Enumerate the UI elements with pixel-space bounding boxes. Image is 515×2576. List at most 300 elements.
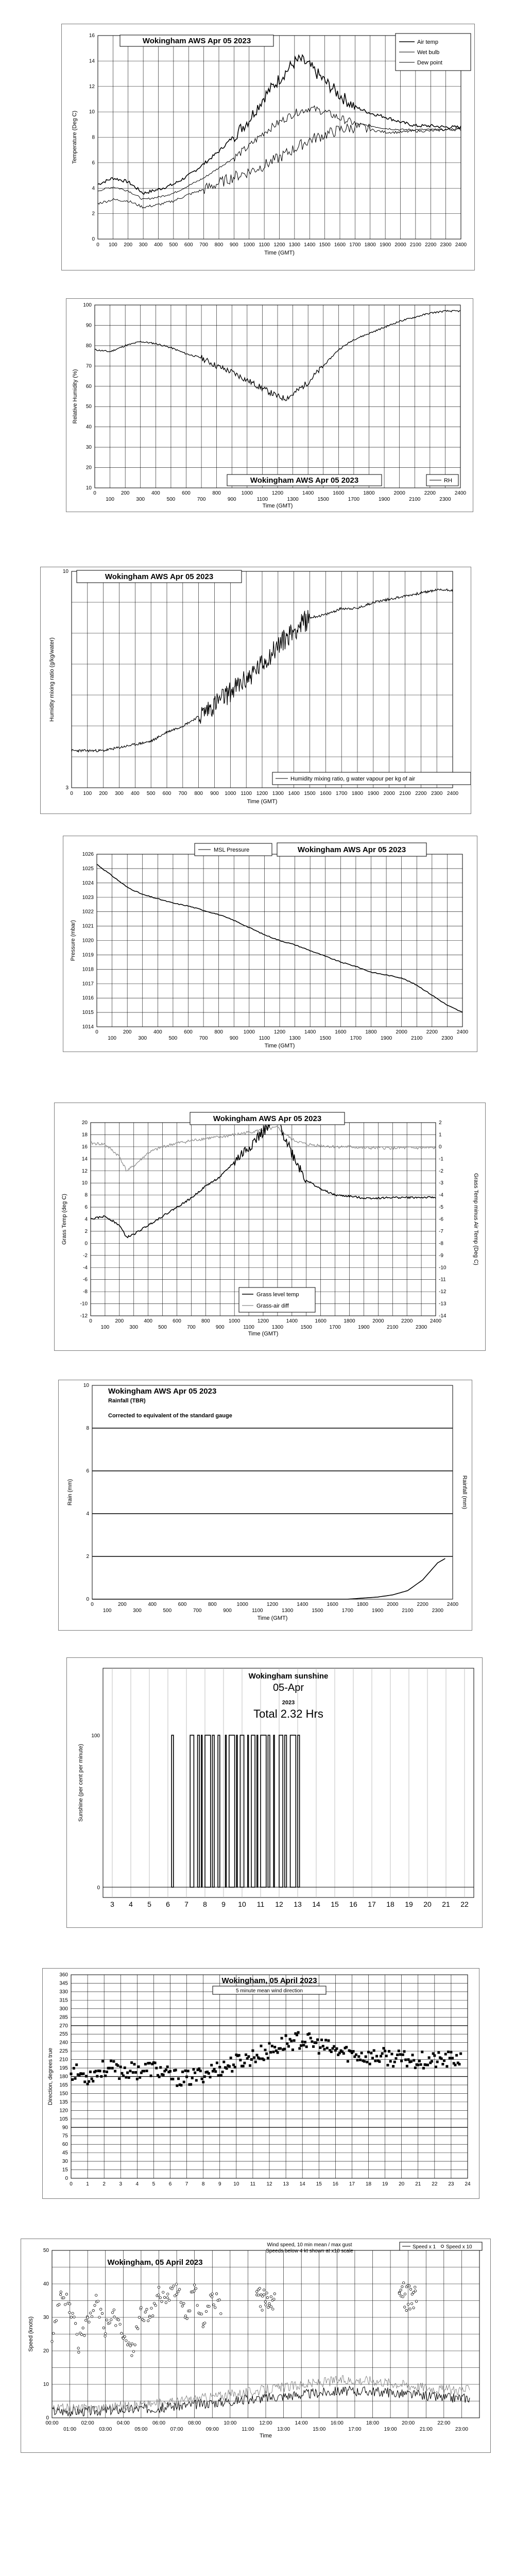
x-tick-label: 600 [182,490,191,496]
direction-point [74,2077,77,2080]
legend-entry: Speed x 10 [446,2244,472,2250]
direction-point [355,2054,357,2056]
direction-point [417,2063,419,2066]
speed-x10-point [259,2306,261,2308]
x-tick-label: 11 [250,2181,256,2187]
speed-x10-point [409,2288,411,2290]
x-tick-label: 2000 [396,1029,407,1035]
x-tick-label: 14:00 [295,2420,308,2426]
x-tick-label: 0 [89,1318,92,1324]
x-tick-label: 500 [168,1036,178,1041]
x-tick-label: 1700 [336,791,348,796]
direction-point [336,2047,338,2050]
speed-x10-point [202,2326,204,2328]
x-tick-label: 04:00 [116,2420,130,2426]
direction-point [298,2047,301,2049]
x-axis-label: Time (GMT) [257,1615,288,1621]
x-tick-label: 0 [91,1602,94,1607]
y-tick-label: 60 [85,383,92,389]
direction-point [133,2063,135,2065]
y-axis-label: Pressure (mbar) [70,920,76,961]
speed-x10-point [90,2312,92,2314]
x-tick-label: 5 [147,1900,151,1908]
direction-point [249,2064,251,2067]
y-tick-label: -2 [83,1252,88,1259]
speed-x10-point [272,2308,274,2310]
speed-x10-point [70,2316,72,2318]
speed-x10-point [166,2297,168,2299]
y-tick-label: 1020 [82,938,94,944]
direction-point [150,2075,152,2077]
wind-speed-chart [21,2239,490,2452]
humidity-chart-panel [66,298,473,512]
x-tick-label: 7 [185,2181,188,2187]
y-tick-label: 1024 [82,880,94,886]
x-tick-label: 200 [115,1318,124,1324]
y-tick-label: -7 [439,1228,443,1234]
speed-x10-point [268,2302,270,2304]
speed-x10-point [193,2284,195,2286]
x-tick-label: 1200 [273,242,285,248]
speed-x10-point [408,2285,410,2287]
direction-point [374,2060,376,2062]
speed-x10-point [117,2319,119,2321]
y-tick-label: 3 [65,785,68,791]
x-tick-label: 1400 [302,490,314,496]
direction-point [203,2075,206,2078]
direction-point [402,2054,404,2056]
x-tick-label: 700 [197,497,206,502]
y-tick-label: 240 [59,2040,68,2046]
y-tick-label: 30 [43,2315,49,2320]
x-tick-label: 01:00 [63,2427,77,2432]
direction-point [148,2062,151,2064]
y-tick-label: -6 [83,1277,88,1283]
direction-point [342,2052,345,2055]
direction-point [357,2055,360,2058]
direction-point [260,2045,262,2047]
y-tick-label: 4 [84,1216,88,1223]
direction-point [92,2080,94,2082]
direction-point [381,2052,384,2055]
x-tick-label: 300 [138,1036,147,1041]
speed-x10-point [205,2310,207,2312]
speed-x10-point [111,2312,113,2314]
speed-x10-point [208,2305,210,2307]
speed-x10-point [144,2311,146,2313]
y-tick-label: 20 [85,465,92,471]
y-axis-label: Direction, degrees true [47,2047,54,2106]
speed-x10-point [270,2306,272,2308]
direction-point [378,2060,381,2063]
chart-title: Wokingham AWS Apr 05 2023 [105,572,214,581]
x-tick-label: 900 [227,497,236,502]
direction-point [139,2076,141,2079]
y-tick-label: 80 [85,343,92,349]
speed-x10-point [147,2319,149,2321]
y-tick-label: 180 [59,2074,68,2080]
x-tick-label: 12:00 [259,2420,272,2426]
x-tick-label: 700 [187,1325,196,1330]
temperature-chart-panel [61,24,475,270]
x-tick-label: 1100 [243,1325,254,1330]
direction-point [118,2077,121,2080]
y-tick-label: 1017 [82,981,94,987]
y-tick-label: 6 [86,1468,89,1474]
speed-x10-point [211,2296,213,2298]
y-tick-label: 1023 [82,894,94,901]
direction-point [124,2066,126,2069]
x-tick-label: 1800 [365,1029,377,1035]
y-tick-label: 315 [59,1997,68,2004]
direction-point [271,2045,273,2047]
speed-x10-point [204,2322,206,2324]
direction-point [386,2064,389,2066]
direction-point [104,2075,107,2077]
direction-point [414,2066,417,2069]
chart-subtitle: 5 minute mean wind direction [235,1988,303,1994]
speed-x10-point [163,2296,165,2298]
direction-point [165,2069,167,2071]
speed-x10-point [110,2318,112,2320]
y-tick-label: 10 [81,1180,88,1187]
x-tick-label: 1300 [289,1036,301,1041]
direction-point [232,2063,235,2066]
y-tick-label: 12 [81,1168,88,1174]
speed-x10-point [94,2304,96,2307]
speed-x10-point [138,2316,140,2318]
wind-direction-chart-panel [42,1968,479,2199]
y-tick-label: 0 [97,1885,100,1891]
direction-point [253,2056,255,2059]
x-tick-label: 1200 [256,791,268,796]
speed-x10-point [74,2323,76,2325]
direction-point [433,2054,436,2057]
x-tick-label: 1500 [319,1036,331,1041]
speed-x10-point [220,2313,222,2315]
direction-point [367,2051,370,2054]
legend-entry: RH [444,478,452,484]
direction-point [213,2068,216,2071]
y-tick-label: 10 [89,109,95,115]
y-tick-label: 10 [85,485,92,491]
x-tick-label: 2200 [425,242,437,248]
chart-title: Wokingham, 05 April 2023 [221,1976,317,1985]
pressure-chart [63,836,477,1052]
x-tick-label: 700 [193,1608,202,1614]
speed-x10-point [154,2304,157,2307]
y-axis-label: Grass Temp (deg C) [61,1194,67,1245]
speed-x10-point [401,2285,403,2287]
direction-point [146,2070,148,2072]
speed-x10-point [119,2323,121,2325]
x-tick-label: 2100 [409,497,421,502]
direction-point [356,2059,359,2061]
direction-point [155,2067,158,2070]
x-tick-label: 1700 [341,1608,353,1614]
x-tick-label: 300 [133,1608,142,1614]
legend-swatch [441,2245,444,2248]
x-tick-label: 2200 [417,1602,428,1607]
chart-subtitle: Wind speed, 10 min mean / max gust [267,2242,352,2248]
direction-point [360,2052,363,2054]
chart-title: Wokingham AWS Apr 05 2023 [142,37,251,45]
direction-point [445,2065,448,2067]
rainfall-chart-panel [58,1380,472,1631]
y-tick-label: 10 [83,1383,89,1388]
wind-direction-chart [43,1969,479,2198]
x-axis-label: Time (GMT) [247,799,278,805]
speed-x10-point [218,2299,220,2301]
x-tick-label: 1400 [297,1602,308,1607]
speed-x10-point [404,2306,406,2308]
speed-x10-point [181,2305,183,2307]
speed-x10-point [211,2293,213,2295]
direction-point [112,2060,115,2063]
direction-point [413,2059,415,2062]
direction-point [352,2050,355,2053]
y-tick-label: 2 [84,1228,88,1234]
direction-point [180,2084,182,2087]
y-tick-label: 0 [86,1597,89,1602]
x-tick-label: 22 [460,1900,469,1908]
direction-point [426,2064,429,2066]
speed-x10-point [404,2293,406,2295]
x-tick-label: 300 [115,791,124,796]
x-tick-label: 16 [332,2181,338,2187]
y-tick-label: 8 [84,1192,88,1198]
chart-year: 2023 [282,1700,295,1706]
x-tick-label: 19 [382,2181,388,2187]
x-tick-label: 2000 [383,791,395,796]
x-tick-label: 2100 [387,1325,399,1330]
y-tick-label: 285 [59,2014,68,2021]
direction-point [363,2060,366,2063]
x-tick-label: 1000 [243,242,255,248]
speed-x10-point [97,2300,99,2302]
speed-x10-point [158,2286,160,2288]
direction-point [239,2059,242,2061]
direction-point [459,2053,462,2055]
x-tick-label: 1500 [304,791,316,796]
x-tick-label: 1000 [236,1602,248,1607]
x-tick-label: 600 [162,791,171,796]
speed-x10-point [131,2343,133,2345]
speed-x10-point [400,2289,402,2291]
direction-point [279,2047,282,2050]
x-tick-label: 800 [212,490,221,496]
wind-speed-chart-panel [21,2239,491,2453]
direction-point [366,2061,368,2063]
x-tick-label: 1200 [271,490,284,496]
x-tick-label: 23:00 [455,2427,468,2432]
x-tick-label: 2400 [455,242,467,248]
x-tick-label: 2100 [409,242,421,248]
x-tick-label: 1000 [225,791,236,796]
x-tick-label: 600 [184,242,193,248]
direction-point [71,2078,74,2081]
direction-point [422,2067,425,2070]
direction-point [129,2070,131,2072]
x-tick-label: 21 [442,1900,450,1908]
direction-point [418,2060,421,2062]
direction-point [218,2066,221,2069]
y-tick-label: 150 [59,2091,68,2097]
direction-point [455,2054,458,2057]
direction-point [183,2081,185,2083]
x-tick-label: 0 [96,242,99,248]
y-tick-label: 1 [439,1132,442,1138]
x-tick-label: 11:00 [242,2427,254,2432]
direction-point [255,2054,258,2056]
speed-x10-point [82,2327,84,2329]
y-tick-label: 1021 [82,923,94,929]
speed-x10-point [150,2307,152,2309]
legend-entry: Speed x 1 [413,2244,436,2250]
x-tick-label: 6 [166,1900,170,1908]
y-tick-label: 0 [65,2176,68,2181]
x-tick-label: 2200 [424,490,436,496]
direction-point [171,2078,174,2080]
y-tick-label: 1026 [82,852,94,857]
direction-point [384,2049,386,2052]
y-tick-label: 1018 [82,967,94,973]
speed-x10-point [59,2294,61,2296]
legend-entry: MSL Pressure [214,847,250,853]
speed-x10-point [58,2303,60,2306]
direction-point [265,2053,268,2055]
speed-x10-point [104,2335,106,2337]
direction-point [187,2070,190,2072]
direction-point [116,2064,119,2067]
speed-x10-point [77,2347,79,2349]
direction-point [281,2037,283,2040]
direction-point [347,2060,349,2063]
direction-point [290,2040,293,2042]
speed-x10-point [152,2315,154,2317]
x-tick-label: 10 [233,2181,239,2187]
x-tick-label: 600 [184,1029,193,1035]
x-tick-label: 100 [106,497,114,502]
direction-point [125,2076,127,2079]
speed-x10-point [115,2325,117,2327]
x-tick-label: 900 [223,1608,232,1614]
x-tick-label: 2300 [441,1036,453,1041]
x-tick-label: 1000 [241,490,253,496]
x-tick-label: 500 [166,497,176,502]
speed-x10-point [60,2291,62,2293]
x-tick-label: 2300 [440,242,452,248]
y-axis-label: Sunshine (per cent per minute) [78,1743,84,1822]
x-tick-label: 900 [215,1325,225,1330]
chart-title: Wokingham AWS Apr 05 2023 [297,845,406,854]
speed-x10-point [214,2307,216,2309]
speed-x10-point [415,2300,417,2302]
y-tick-label: 1015 [82,1010,94,1016]
y-tick-label: 195 [59,2065,68,2072]
speed-x10-point [83,2334,85,2336]
x-tick-label: 21 [415,2181,421,2187]
x-tick-label: 00:00 [45,2420,59,2426]
x-axis-label: Time (GMT) [248,1331,279,1337]
direction-point [73,2067,75,2070]
y-tick-label: 0 [46,2415,49,2421]
direction-point [435,2065,437,2068]
speed-x10-point [134,2344,136,2346]
x-tick-label: 8 [201,2181,205,2187]
speed-x10-point [177,2291,179,2293]
y-tick-label: 10 [62,569,68,574]
chart-title: Wokingham, 05 April 2023 [107,2258,203,2267]
y-tick-label: 100 [83,302,92,308]
x-tick-label: 18 [365,2181,372,2187]
y-tick-label: 20 [81,1120,88,1126]
direction-point [243,2062,246,2064]
y-tick-label: -12 [439,1289,447,1295]
y-tick-label: 270 [59,2023,68,2029]
direction-point [315,2041,317,2044]
speed-x10-point [113,2309,115,2311]
direction-point [190,2083,192,2086]
x-tick-label: 500 [158,1325,167,1330]
speed-x10-point [273,2298,275,2300]
y-tick-label: 135 [59,2099,68,2105]
x-tick-label: 200 [121,490,130,496]
x-tick-label: 800 [208,1602,217,1607]
x-tick-label: 15 [316,2181,322,2187]
x-tick-label: 1500 [319,242,331,248]
chart-title: Wokingham AWS Apr 05 2023 [250,476,359,485]
y-tick-label: 50 [43,2248,49,2253]
x-tick-label: 03:00 [99,2427,112,2432]
direction-point [268,2042,271,2045]
direction-point [399,2053,401,2056]
legend-entry: Dew point [417,60,442,66]
direction-point [85,2075,88,2077]
x-tick-label: 1500 [317,497,329,502]
x-tick-label: 200 [99,791,108,796]
speed-x10-point [200,2313,202,2315]
x-tick-label: 2000 [372,1318,384,1324]
direction-point [242,2065,245,2067]
x-tick-label: 1200 [273,1029,286,1035]
direction-point [106,2071,108,2073]
speed-x10-point [258,2294,260,2296]
direction-point [449,2057,451,2059]
direction-point [300,2044,302,2047]
x-tick-label: 4 [135,2181,139,2187]
direction-point [166,2065,169,2068]
direction-point [320,2039,323,2041]
direction-point [158,2076,161,2078]
y-tick-label: 360 [59,1972,68,1978]
direction-point [406,2065,408,2067]
direction-point [96,2075,98,2077]
direction-point [181,2071,184,2073]
x-tick-label: 10:00 [224,2420,237,2426]
speed-x10-point [131,2354,133,2357]
direction-point [304,2041,306,2043]
direction-point [326,2047,329,2049]
speed-x10-point [80,2333,82,2335]
x-tick-label: 100 [109,242,117,248]
y-tick-label: 12 [89,83,95,90]
x-tick-label: 9 [221,1900,226,1908]
speed-x10-point [265,2304,267,2306]
speed-x10-point [121,2332,123,2334]
speed-x10-point [53,2332,55,2334]
direction-point [126,2072,129,2074]
